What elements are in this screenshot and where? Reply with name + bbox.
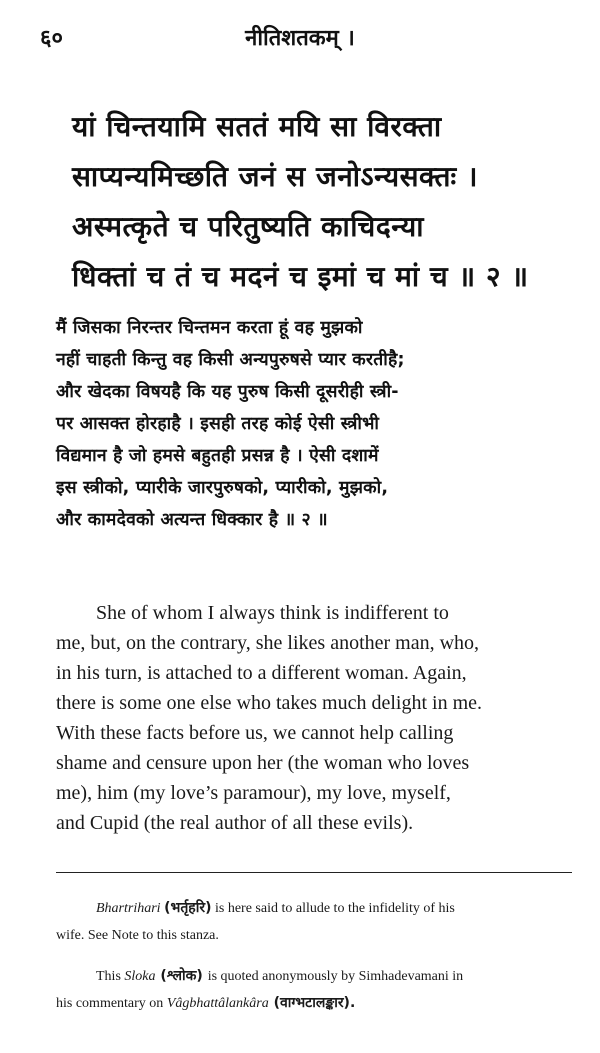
hindi-line: और कामदेवको अत्यन्त धिक्कार है ॥ २ ॥ [56,510,328,530]
footnote-2-line-1 [56,963,576,990]
footnote-sloka-italic: Sloka [124,969,156,984]
footnote-name-devanagari: (भर्तृहरि) [164,900,212,916]
running-title: नीतिशतकम् । [245,26,355,51]
english-line: me), him (my love’s paramour), my love, myself, [56,782,451,804]
footnote-work-italic: Vâgbhattâlankâra [166,996,269,1011]
verse-line: यां चिन्तयामि सततं मयि सा विरक्ता [72,110,442,143]
footnote-text: This [96,969,125,984]
footnote-2-line-2 [56,990,576,1017]
english-line: and Cupid (the real author of all these evils). [56,812,414,834]
hindi-line: विद्यमान है जो हमसे बहुतही प्रसन्न है । ऐसी दशामें [56,446,379,466]
english-translation [56,598,576,838]
hindi-line: इस स्त्रीको, प्यारीके जारपुरुषको, प्यारीको, मुझको, [56,478,389,498]
verse-line: अस्मत्कृते च परितुष्यति काचिदन्या [72,210,424,243]
english-line: With these facts before us, we cannot help calling [56,722,454,744]
english-line: She of whom I always think is indifferent to [96,602,449,624]
footnote-text: is quoted anonymously by Simhadevamani in [207,969,464,984]
hindi-line: नहीं चाहती किन्तु वह किसी अन्यपुरुषसे प्यार करतीहै; [56,350,405,370]
english-line: there is some one else who takes much delight in me. [56,692,483,714]
verse-line: साप्यन्यमिच्छति जनं स जनोऽन्यसक्तः । [72,160,479,193]
footnote-name-italic: Bhartrihari [96,901,161,916]
english-line: in his turn, is attached to a different woman. Again, [56,662,467,684]
page-header [40,22,560,58]
sanskrit-verse [72,102,572,302]
english-line: shame and censure upon her (the woman who loves [56,752,470,774]
english-line: me, but, on the contrary, she likes another man, who, [56,632,480,654]
verse-line: धिक्तां च तं च मदनं च इमां च मां च ॥ २ ॥ [72,260,529,293]
footnote-divider [56,872,572,873]
footnote-text: his commentary on [56,996,167,1011]
hindi-line: मैं जिसका निरन्तर चिन्तमन करता हूं वह मुझको [56,318,363,338]
hindi-translation [56,312,576,536]
hindi-line: और खेदका विषयहै कि यह पुरुष किसी दूसरीही स्त्री- [56,382,399,402]
footnote-1-line-2: wife. See Note to this stanza. [56,928,219,943]
footnote-sloka-devanagari: (श्लोक) [155,968,208,984]
footnote-work-devanagari: (वाग्भटालङ्कार). [268,995,356,1011]
footnote-1-line-1 [56,895,576,922]
footnote-text: is here said to allude to the infidelity of his [211,901,455,916]
hindi-line: पर आसक्त होरहाहै । इसही तरह कोई ऐसी स्त्रीभी [56,414,380,434]
footnotes [56,895,576,1017]
page-number: ६० [40,26,63,51]
